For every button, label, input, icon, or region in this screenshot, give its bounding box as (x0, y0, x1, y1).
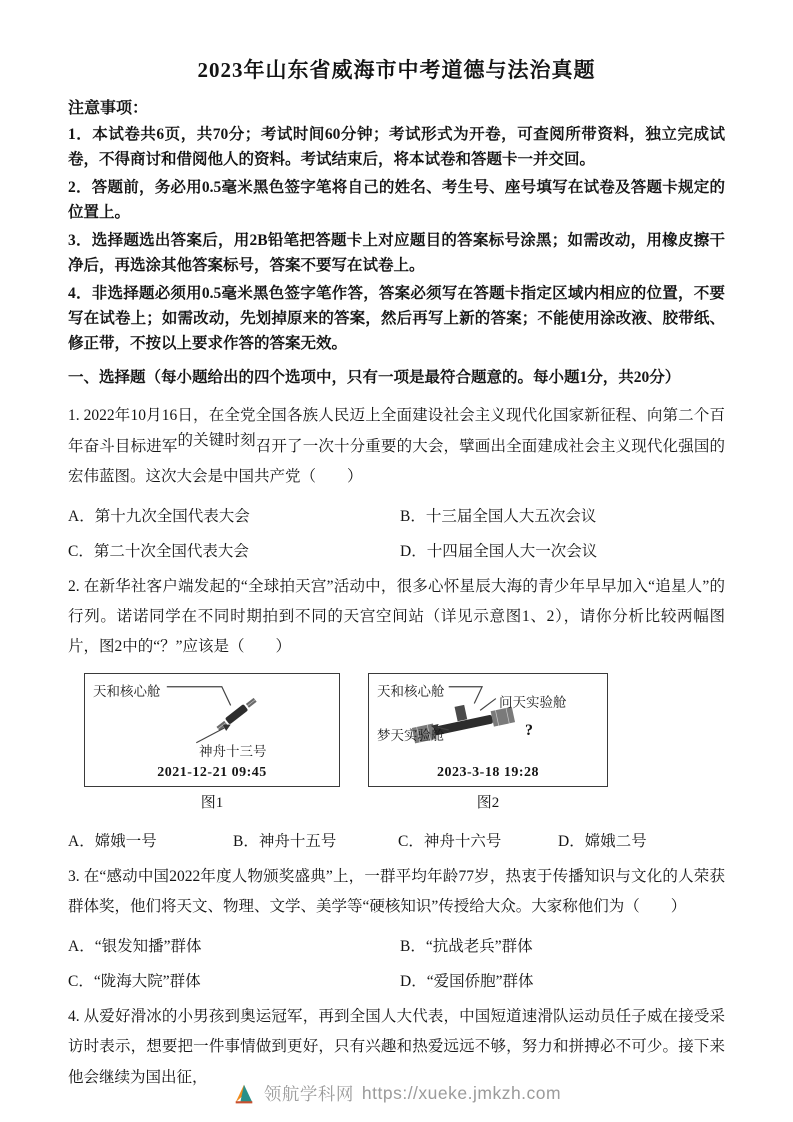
figure-row (84, 673, 725, 812)
notice-item-1: 1．本试卷共6页，共70分；考试时间60分钟；考试形式为开卷，可查阅所带资料，独立完成试卷，不得商讨和借阅他人的资料。考试结束后，将本试卷和答题卡一并交回。 (68, 125, 725, 168)
fig1-craft-label: 神舟十三号 (199, 743, 267, 759)
question-3-option-d: D．“爱国侨胞”群体 (400, 973, 534, 991)
notice-item-4: 4．非选择题必须用0.5毫米黑色签字笔作答，答案必须写在答题卡指定区域内相应的位置，不要写在试卷上；如需改动，先划掉原来的答案，然后再写上新的答案；不能使用涂改液、胶带纸、修正带，不按以上要求作答的答案无效。 (68, 285, 725, 353)
notice-item-3: 3．选择题选出答案后，用2B铅笔把答题卡上对应题目的答案标号涂黑；如需改动，用橡皮擦干净后，再选涂其他答案标号，答案不要写在试卷上。 (68, 232, 725, 275)
fig2-question-mark: ? (525, 721, 533, 739)
question-1-options (68, 504, 725, 561)
question-1-option-a: A．第十九次全国代表大会 (68, 508, 250, 526)
section-heading: 一、选择题（每小题给出的四个选项中，只有一项是最符合题意的。每小题1分，共20分） (68, 368, 681, 386)
question-3-option-a: A．“银发知播”群体 (68, 938, 202, 956)
question-2-stem: 2. 在新华社客户端发起的“全球拍天宫”活动中，很多心怀星辰大海的青少年早早加入“追星人”的行列。诺诺同学在不同时期拍到不同的天宫空间站（详见示意图1、2），请你分析比较两幅图片，图2中的“？”应该是（ ） (68, 578, 725, 656)
question-2-option-a: A．嫦娥一号 (68, 832, 157, 850)
watermark-site-name: 领航学科网 (263, 1084, 354, 1104)
question-1-stem (68, 401, 725, 492)
question-2-option-c: C．神舟十六号 (398, 832, 502, 850)
notice-heading: 注意事项： (68, 100, 149, 117)
question-1-stem-part-2: 召开了一次十分重要的大会，擘画出全面建成社会主义现代化强国的宏伟蓝图。这次大会是中国共产党（ ） (68, 437, 725, 485)
question-2-option-d: D．嫦娥二号 (558, 832, 647, 850)
fig2-mengtian-label: 梦天实验舱 (377, 727, 445, 743)
question-3-options (68, 934, 725, 991)
figure-2-caption: 图2 (476, 794, 500, 811)
fig2-wentian-label: 问天实验舱 (499, 694, 567, 710)
xueke-logo-icon (232, 1082, 256, 1106)
figure-2-box (368, 673, 608, 787)
figure-2 (368, 673, 608, 812)
question-4-stem: 4. 从爱好滑冰的小男孩到奥运冠军，再到全国人大代表，中国短道速滑队运动员任子威在接受采访时表示，想要把一件事情做到更好，只有兴趣和热爱远远不够，努力和拼搏必不可少。接下来他会继续为国出征， (68, 1008, 725, 1086)
watermark (0, 1081, 793, 1106)
question-2-options (68, 829, 725, 851)
question-1-option-d: D．十四届全国人大一次会议 (400, 543, 598, 561)
question-3-stem: 3. 在“感动中国2022年度人物颁奖盛典”上，一群平均年龄77岁，热衷于传播知识与文化的人荣获群体奖，他们将天文、物理、文学、美学等“硬核知识”传授给大众。大家称他们为（ ） (68, 867, 725, 915)
notice-section (68, 96, 725, 357)
question-1-option-c: C．第二十次全国代表大会 (68, 543, 249, 561)
figure-1-caption: 图1 (200, 794, 224, 811)
question-3-option-c: C．“陇海大院”群体 (68, 973, 201, 991)
question-1-stem-part-1: 1. 2022年10月16日，在全党全国各族人民迈上全面建设社会主义现代化国家新征程、向第二个百年奋斗目标进军 (68, 407, 725, 455)
shenzhou-spacecraft-icon (216, 696, 258, 731)
fig1-core-label: 天和核心舱 (93, 683, 161, 699)
page-title: 2023年山东省威海市中考道德与法治真题 (197, 58, 596, 82)
question-3-option-b: B．“抗战老兵”群体 (400, 938, 533, 956)
fig2-timestamp: 2023-3-18 19:28 (437, 764, 539, 780)
fig2-core-label: 天和核心舱 (377, 683, 445, 699)
notice-item-2: 2．答题前，务必用0.5毫米黑色签字笔将自己的姓名、考生号、座号填写在试卷及答题卡规定的位置上。 (68, 178, 725, 221)
question-1-stem-raised: 的关键时刻 (177, 431, 256, 449)
question-2-option-b: B．神舟十五号 (233, 832, 337, 850)
figure-1 (84, 673, 340, 812)
figure-1-box (84, 673, 340, 787)
watermark-url: https://xueke.jmkzh.com (361, 1083, 562, 1103)
fig1-timestamp: 2021-12-21 09:45 (157, 764, 267, 780)
question-1-option-b: B．十三届全国人大五次会议 (400, 508, 597, 526)
